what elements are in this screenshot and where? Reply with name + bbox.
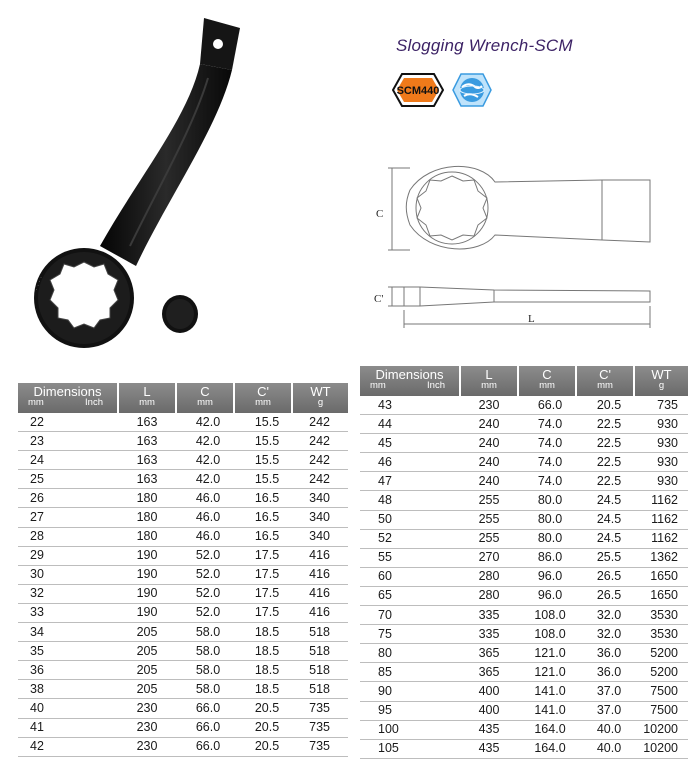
mm-label: mm [370,380,386,391]
size-mm-cell: 29 [18,546,118,565]
size-mm-cell: 43 [360,396,460,415]
c-prime-cell: 37.0 [576,701,634,720]
table-row [360,434,688,453]
table-row [360,644,688,663]
c-cell: 52.0 [176,584,234,603]
inch-label: Inch [427,380,445,391]
size-mm-cell: 48 [360,491,460,510]
dimension-c-label: C [376,208,384,220]
length-cell: 280 [460,567,518,586]
c-cell: 141.0 [518,682,576,701]
c-cell: 108.0 [518,625,576,644]
size-mm-cell: 55 [360,548,460,567]
wrench-photo [18,8,298,360]
length-cell: 190 [118,603,176,622]
c-header [176,383,234,413]
length-cell: 435 [460,720,518,739]
table-row [360,529,688,548]
c-cell: 42.0 [176,470,234,489]
c-prime-header [576,366,634,396]
table-row [360,586,688,605]
length-cell: 255 [460,491,518,510]
c-prime-cell: 15.5 [234,413,292,432]
c-cell: 42.0 [176,451,234,470]
length-cell: 180 [118,527,176,546]
table-row [18,413,348,432]
length-cell: 335 [460,625,518,644]
size-mm-cell: 45 [360,434,460,453]
size-mm-cell: 36 [18,661,118,680]
c-prime-cell: 18.5 [234,642,292,661]
weight-cell: 416 [292,603,348,622]
size-mm-cell: 46 [360,453,460,472]
c-cell: 66.0 [176,718,234,737]
size-mm-cell: 60 [360,567,460,586]
wt-header-label: WT [310,384,331,399]
size-mm-cell: 28 [18,527,118,546]
c-prime-cell: 17.5 [234,584,292,603]
length-cell: 205 [118,680,176,699]
table-row [18,508,348,527]
svg-text:· · · ·: · · · · [33,275,46,292]
weight-cell: 735 [634,396,688,415]
length-cell: 365 [460,644,518,663]
size-mm-cell: 85 [360,663,460,682]
size-mm-cell: 24 [18,451,118,470]
size-mm-cell: 25 [18,470,118,489]
size-mm-cell: 47 [360,472,460,491]
c-cell: 164.0 [518,720,576,739]
weight-cell: 242 [292,451,348,470]
scm440-badge-text: SCM440 [396,85,440,97]
size-mm-cell: 38 [18,680,118,699]
size-mm-cell: 22 [18,413,118,432]
c-cell: 58.0 [176,623,234,642]
l-header-label: L [485,367,493,382]
length-cell: 335 [460,606,518,625]
dimension-c-prime-label: C' [374,293,384,305]
length-cell: 163 [118,413,176,432]
table-row [360,567,688,586]
spec-table-left-body [18,413,348,756]
length-cell: 230 [460,396,518,415]
weight-cell: 340 [292,527,348,546]
c-prime-unit-label: mm [255,397,271,408]
weight-cell: 1650 [634,567,688,586]
length-cell: 240 [460,415,518,434]
weight-cell: 518 [292,623,348,642]
size-mm-cell: 26 [18,489,118,508]
table-row [360,701,688,720]
l-unit-label: mm [139,397,155,408]
size-mm-cell: 27 [18,508,118,527]
weight-cell: 518 [292,642,348,661]
dimensions-label: Dimensions [375,367,444,382]
weight-cell: 1362 [634,548,688,567]
size-mm-cell: 32 [18,584,118,603]
table-row [18,680,348,699]
scm440-material-badge [392,72,444,108]
size-mm-cell: 44 [360,415,460,434]
c-prime-cell: 26.5 [576,586,634,605]
size-mm-cell: 41 [18,718,118,737]
length-cell: 190 [118,584,176,603]
c-prime-header-label: C' [599,367,611,382]
length-cell: 255 [460,510,518,529]
globe-quality-icon [452,72,492,108]
c-cell: 66.0 [518,396,576,415]
c-cell: 74.0 [518,472,576,491]
spec-table-left [18,383,348,757]
weight-cell: 1650 [634,586,688,605]
size-mm-cell: 52 [360,529,460,548]
table-row [18,546,348,565]
length-cell: 163 [118,451,176,470]
table-row [360,510,688,529]
table-row [18,623,348,642]
size-mm-cell: 95 [360,701,460,720]
c-prime-unit-label: mm [597,380,613,391]
table-row [360,548,688,567]
c-prime-cell: 18.5 [234,623,292,642]
c-prime-cell: 26.5 [576,567,634,586]
c-prime-cell: 24.5 [576,510,634,529]
length-cell: 190 [118,565,176,584]
table-row [18,699,348,718]
inch-label: Inch [85,397,103,408]
table-row [18,642,348,661]
table-row [18,718,348,737]
table-row [360,739,688,758]
length-cell: 240 [460,472,518,491]
size-mm-cell: 50 [360,510,460,529]
c-cell: 80.0 [518,491,576,510]
table-row [18,565,348,584]
table-row [18,470,348,489]
size-mm-cell: 105 [360,739,460,758]
length-cell: 230 [118,737,176,756]
c-prime-cell: 18.5 [234,661,292,680]
table-row [360,606,688,625]
weight-cell: 242 [292,413,348,432]
l-unit-label: mm [481,380,497,391]
size-mm-cell: 33 [18,603,118,622]
spec-table-right-body [360,396,688,758]
c-prime-cell: 20.5 [234,699,292,718]
weight-cell: 5200 [634,663,688,682]
size-mm-cell: 30 [18,565,118,584]
size-mm-cell: 35 [18,642,118,661]
c-cell: 58.0 [176,642,234,661]
c-prime-cell: 15.5 [234,451,292,470]
weight-cell: 930 [634,434,688,453]
c-prime-cell: 18.5 [234,680,292,699]
size-mm-cell: 34 [18,623,118,642]
c-cell: 42.0 [176,413,234,432]
c-cell: 46.0 [176,508,234,527]
weight-cell: 242 [292,432,348,451]
length-cell: 280 [460,586,518,605]
length-cell: 230 [118,699,176,718]
l-header [118,383,176,413]
c-header-label: C [200,384,210,399]
c-cell: 74.0 [518,415,576,434]
dimensions-label: Dimensions [33,384,102,399]
table-row [360,415,688,434]
length-cell: 163 [118,432,176,451]
weight-cell: 10200 [634,739,688,758]
c-cell: 86.0 [518,548,576,567]
l-header-label: L [143,384,151,399]
c-prime-cell: 15.5 [234,470,292,489]
table-header-row [18,383,348,413]
c-unit-label: mm [197,397,213,408]
wt-header [292,383,348,413]
c-prime-cell: 25.5 [576,548,634,567]
length-cell: 270 [460,548,518,567]
c-prime-cell: 20.5 [234,718,292,737]
spec-table-right [360,366,688,759]
size-mm-cell: 23 [18,432,118,451]
technical-drawing [370,150,670,340]
c-header-label: C [542,367,552,382]
c-cell: 80.0 [518,510,576,529]
c-prime-cell: 20.5 [234,737,292,756]
weight-cell: 7500 [634,682,688,701]
c-prime-cell: 32.0 [576,606,634,625]
c-prime-cell: 36.0 [576,644,634,663]
size-mm-cell: 40 [18,699,118,718]
weight-cell: 3530 [634,606,688,625]
weight-cell: 735 [292,699,348,718]
c-cell: 96.0 [518,586,576,605]
c-cell: 58.0 [176,680,234,699]
table-row [360,682,688,701]
c-prime-cell: 37.0 [576,682,634,701]
c-cell: 121.0 [518,644,576,663]
length-cell: 400 [460,701,518,720]
weight-cell: 5200 [634,644,688,663]
c-cell: 74.0 [518,453,576,472]
dimensions-header [360,366,460,396]
table-row [18,737,348,756]
length-cell: 230 [118,718,176,737]
c-prime-cell: 22.5 [576,434,634,453]
c-prime-cell: 24.5 [576,529,634,548]
c-cell: 66.0 [176,699,234,718]
c-prime-cell: 22.5 [576,472,634,491]
wt-unit-label: g [317,397,324,408]
c-prime-cell: 17.5 [234,603,292,622]
weight-cell: 1162 [634,491,688,510]
c-cell: 96.0 [518,567,576,586]
length-cell: 255 [460,529,518,548]
c-prime-cell: 16.5 [234,489,292,508]
weight-cell: 242 [292,470,348,489]
weight-cell: 735 [292,737,348,756]
c-prime-cell: 15.5 [234,432,292,451]
c-prime-cell: 17.5 [234,565,292,584]
c-header [518,366,576,396]
wt-header-label: WT [651,367,672,382]
table-row [360,453,688,472]
table-row [360,720,688,739]
weight-cell: 416 [292,546,348,565]
length-cell: 205 [118,642,176,661]
weight-cell: 930 [634,472,688,491]
wt-header [634,366,688,396]
length-cell: 365 [460,663,518,682]
length-cell: 240 [460,434,518,453]
c-prime-cell: 17.5 [234,546,292,565]
c-prime-cell: 16.5 [234,527,292,546]
c-unit-label: mm [539,380,555,391]
product-title: Slogging Wrench-SCM [396,36,573,55]
c-prime-cell: 36.0 [576,663,634,682]
weight-cell: 7500 [634,701,688,720]
size-mm-cell: 42 [18,737,118,756]
length-cell: 180 [118,508,176,527]
c-prime-cell: 24.5 [576,491,634,510]
c-cell: 108.0 [518,606,576,625]
weight-cell: 416 [292,584,348,603]
table-row [360,663,688,682]
weight-cell: 930 [634,453,688,472]
length-cell: 400 [460,682,518,701]
c-cell: 46.0 [176,527,234,546]
table-row [18,527,348,546]
table-row [18,451,348,470]
c-prime-cell: 16.5 [234,508,292,527]
l-header [460,366,518,396]
weight-cell: 930 [634,415,688,434]
weight-cell: 518 [292,661,348,680]
weight-cell: 416 [292,565,348,584]
c-cell: 141.0 [518,701,576,720]
table-row [18,661,348,680]
dimension-l-label: L [528,313,535,325]
c-cell: 52.0 [176,603,234,622]
length-cell: 205 [118,623,176,642]
length-cell: 163 [118,470,176,489]
c-prime-cell: 40.0 [576,720,634,739]
c-prime-header-label: C' [257,384,269,399]
wt-unit-label: g [658,380,665,391]
c-prime-cell: 32.0 [576,625,634,644]
c-cell: 52.0 [176,565,234,584]
size-mm-cell: 65 [360,586,460,605]
c-prime-header [234,383,292,413]
c-prime-cell: 20.5 [576,396,634,415]
size-mm-cell: 100 [360,720,460,739]
c-prime-cell: 22.5 [576,415,634,434]
c-cell: 52.0 [176,546,234,565]
c-prime-cell: 22.5 [576,453,634,472]
c-cell: 164.0 [518,739,576,758]
weight-cell: 10200 [634,720,688,739]
c-cell: 66.0 [176,737,234,756]
size-mm-cell: 90 [360,682,460,701]
mm-label: mm [28,397,44,408]
length-cell: 180 [118,489,176,508]
length-cell: 435 [460,739,518,758]
table-row [360,396,688,415]
c-cell: 74.0 [518,434,576,453]
c-cell: 46.0 [176,489,234,508]
c-cell: 121.0 [518,663,576,682]
length-cell: 205 [118,661,176,680]
weight-cell: 1162 [634,510,688,529]
size-mm-cell: 70 [360,606,460,625]
c-cell: 58.0 [176,661,234,680]
table-header-row [360,366,688,396]
c-cell: 80.0 [518,529,576,548]
size-mm-cell: 75 [360,625,460,644]
table-row [18,432,348,451]
dimensions-header [18,383,118,413]
c-cell: 42.0 [176,432,234,451]
weight-cell: 3530 [634,625,688,644]
weight-cell: 735 [292,718,348,737]
weight-cell: 1162 [634,529,688,548]
weight-cell: 518 [292,680,348,699]
weight-cell: 340 [292,489,348,508]
table-row [18,584,348,603]
table-row [360,625,688,644]
c-prime-cell: 40.0 [576,739,634,758]
table-row [360,491,688,510]
length-cell: 240 [460,453,518,472]
table-row [360,472,688,491]
size-mm-cell: 80 [360,644,460,663]
weight-cell: 340 [292,508,348,527]
table-row [18,603,348,622]
table-row [18,489,348,508]
length-cell: 190 [118,546,176,565]
